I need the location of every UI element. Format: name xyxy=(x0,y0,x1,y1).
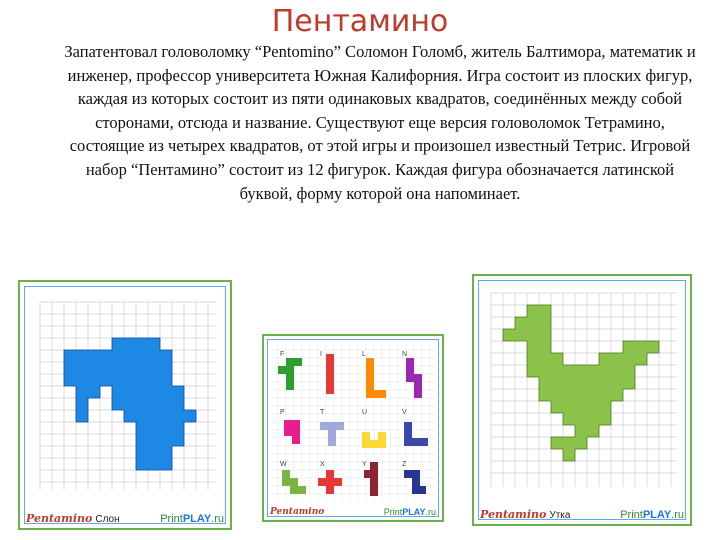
elephant-figure xyxy=(28,290,228,500)
elephant-card xyxy=(18,280,232,530)
elephant-shape xyxy=(64,338,196,470)
elephant-brand: Pentamino Слон xyxy=(26,512,120,525)
piece-label-u: U xyxy=(362,409,368,416)
pieces-card xyxy=(262,334,444,522)
piece-label-x: X xyxy=(320,461,325,468)
duck-logo[interactable]: PrintPLAY.ru xyxy=(620,509,684,521)
piece-z xyxy=(404,470,426,494)
piece-x xyxy=(318,470,342,494)
piece-label-z: Z xyxy=(402,461,407,468)
elephant-logo[interactable]: PrintPLAY.ru xyxy=(160,513,224,525)
piece-i xyxy=(326,354,334,394)
piece-label-i: I xyxy=(320,351,322,358)
piece-p xyxy=(284,420,300,444)
duck-shape xyxy=(503,305,659,461)
pieces-logo[interactable]: PrintPLAY.ru xyxy=(383,507,436,517)
pieces-brand: Pentamino xyxy=(270,507,325,517)
piece-label-l: L xyxy=(362,351,366,358)
elephant-footer xyxy=(20,506,230,528)
piece-label-p: P xyxy=(280,409,285,416)
duck-caption: Утка xyxy=(549,510,571,521)
piece-label-y: Y xyxy=(362,461,367,468)
piece-label-v: V xyxy=(402,409,407,416)
duck-footer xyxy=(474,502,690,524)
duck-card xyxy=(472,274,692,526)
piece-label-w: W xyxy=(280,461,287,468)
piece-v xyxy=(404,422,428,446)
piece-t xyxy=(320,422,344,446)
duck-brand: Pentamino Утка xyxy=(480,508,571,521)
slide-paragraph: Запатентовал головоломку “Pentomino” Соломон Голомб, житель Балтимора, математик и инженер, профессор университета Южная Калифорния. Игра состоит из плоских фигур, каждая из которых состоит из пяти одинаковых квадратов, соединённых между собой сторонами, отсюда и название. Существуют еще версия головоломок Тетрамино, состоящие из четырех квадратов, от этой игры и произошел известный Тетрис. Игровой набор “Пентамино” состоит из 12 фигурок. Каждая фигура обозначается латинской буквой, форму которой она напоминает. xyxy=(64,42,696,203)
pieces-footer xyxy=(264,502,442,520)
duck-figure xyxy=(481,283,687,497)
piece-label-n: N xyxy=(402,351,408,358)
piece-n xyxy=(406,358,422,398)
piece-label-f: F xyxy=(280,351,285,358)
piece-l xyxy=(366,358,386,398)
elephant-caption: Слон xyxy=(95,514,120,525)
slide-title: Пентамино xyxy=(271,4,449,39)
pieces-figure xyxy=(270,342,440,502)
piece-label-t: T xyxy=(320,409,325,416)
